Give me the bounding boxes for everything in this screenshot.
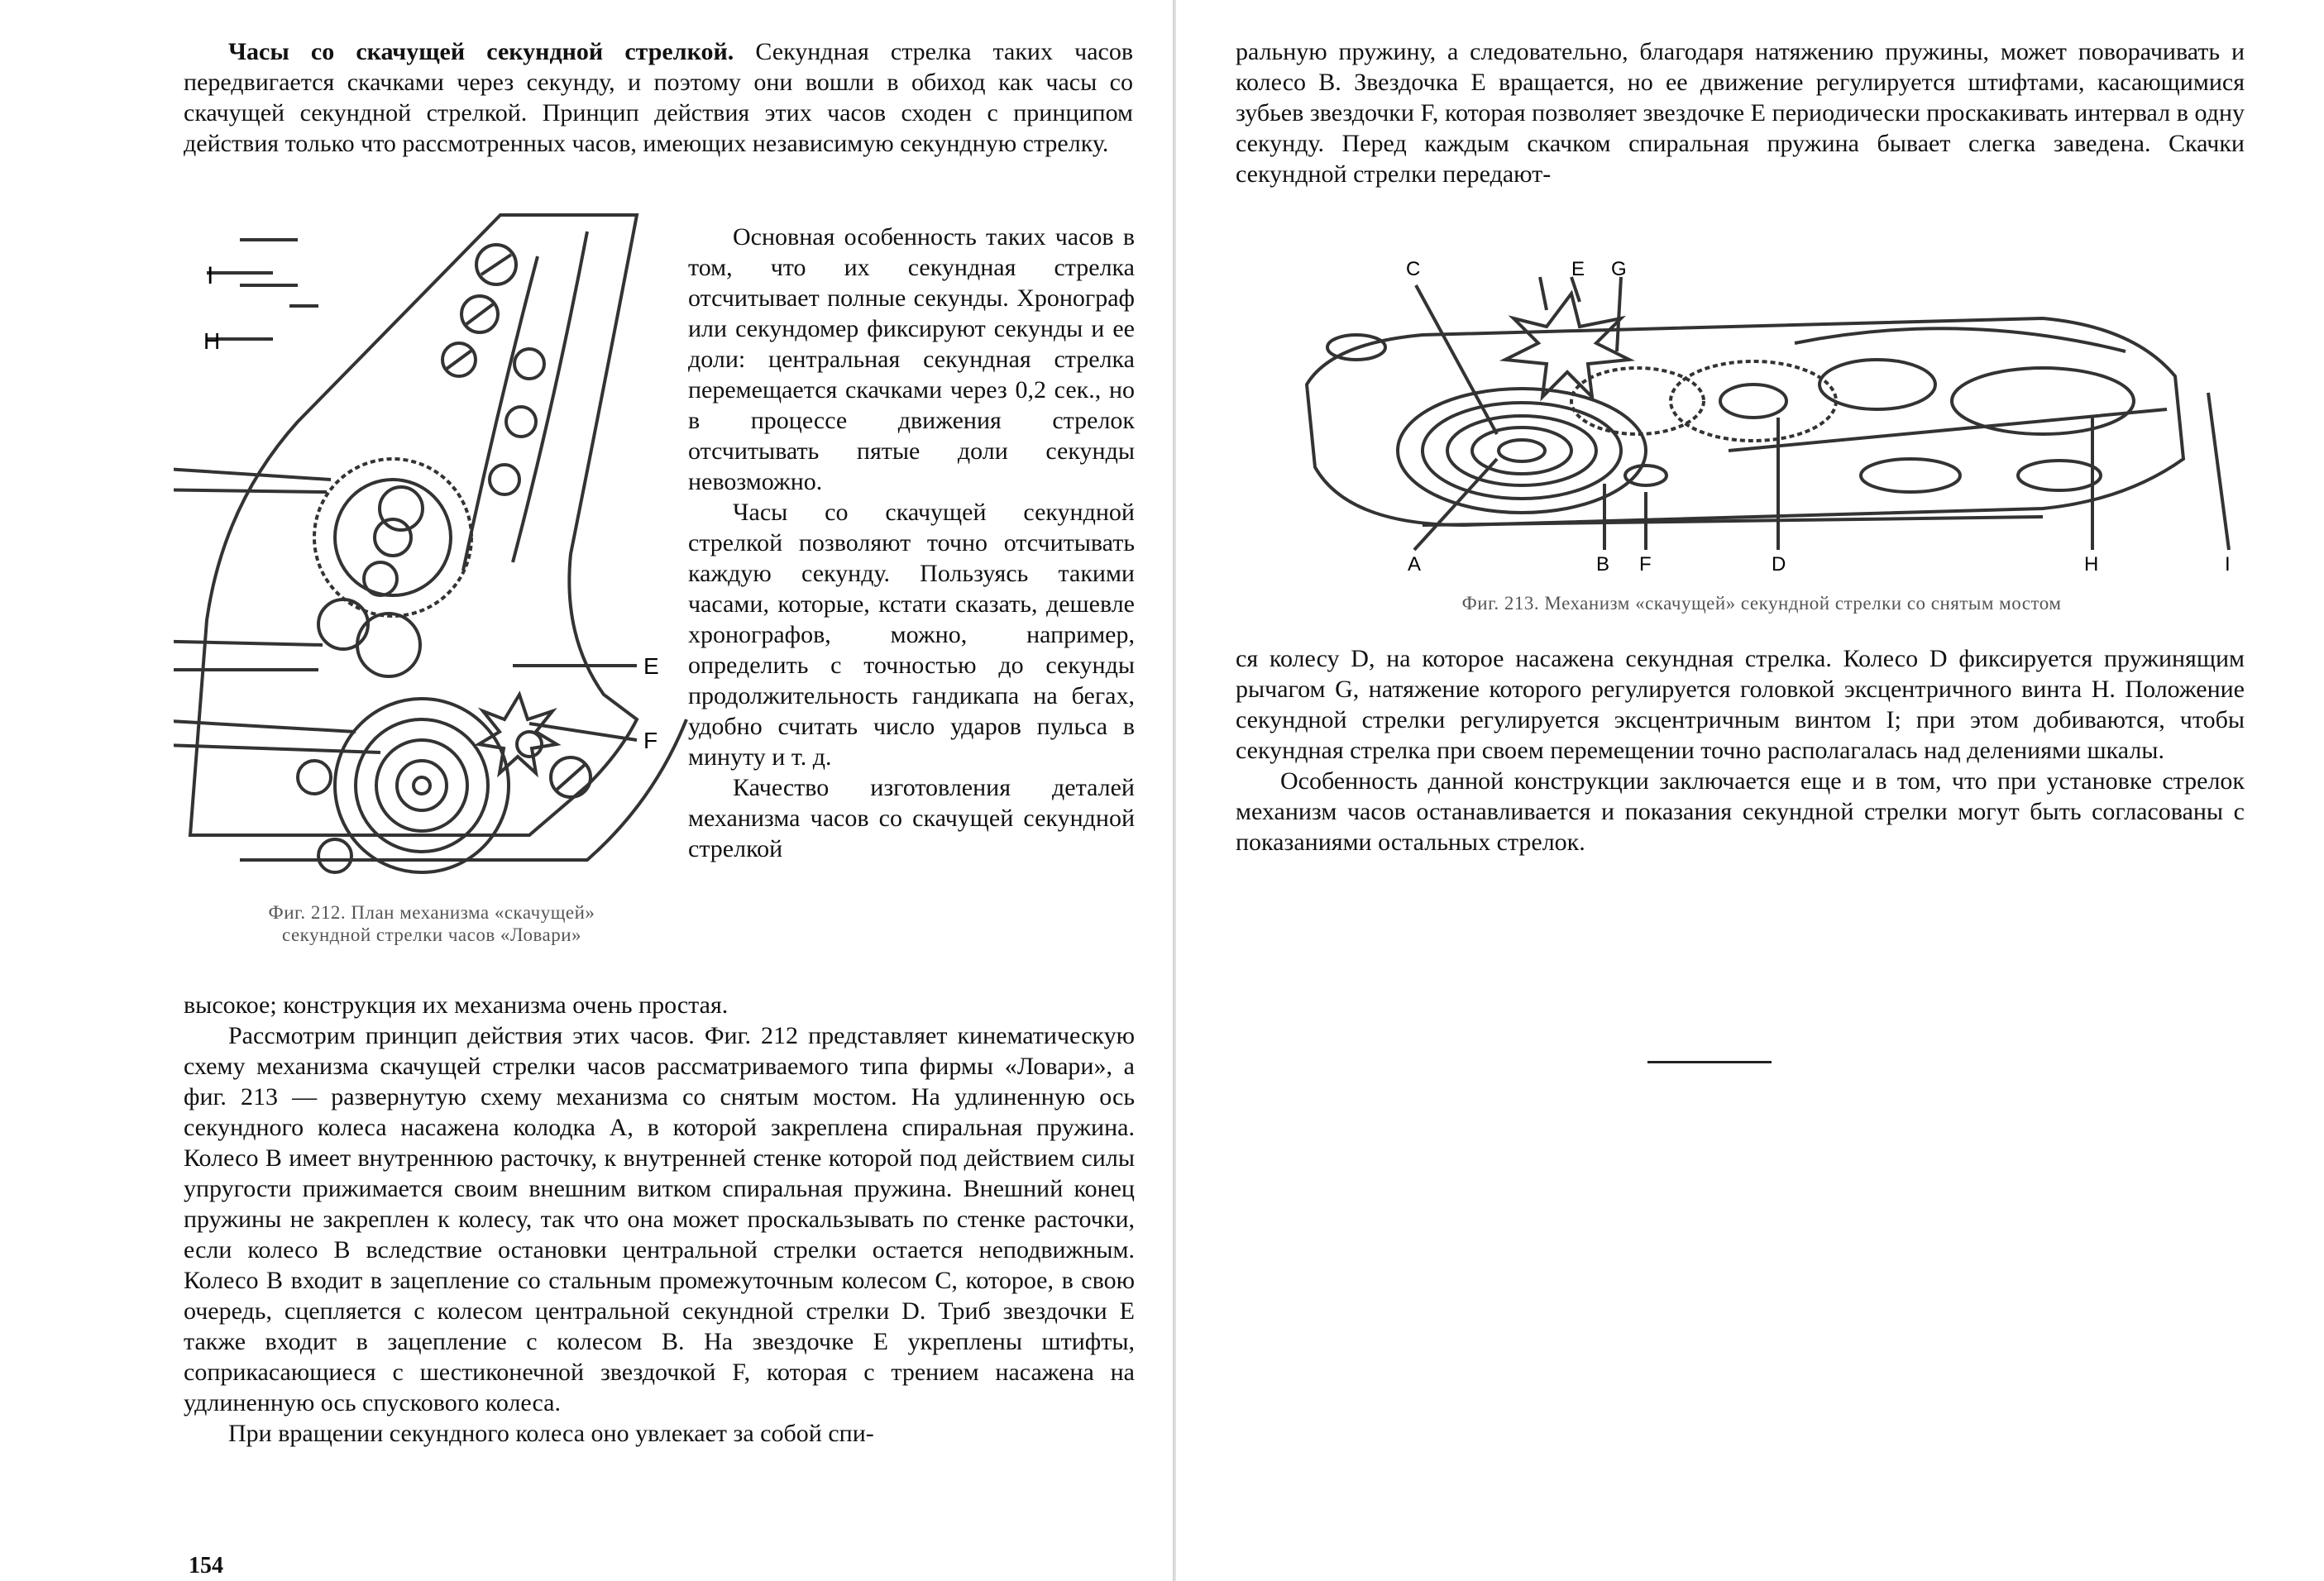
side-paragraph-2: Часы со скачущей секундной стрелкой позволяют точно отсчитывать каждую секунду. Пользуясь такими часами, которые, кстати сказать, дешевле хронографов, можно, например, определить с точностью до секунды продолжительность гандикапа на бегах, удобно считать число ударов пульса в минуту и т. д. (688, 499, 1135, 771)
fig213-label-C: C (1406, 258, 1421, 280)
fig213-label-B: B (1596, 553, 1610, 576)
fig212-label-F: F (643, 728, 658, 753)
fig212-label-H: H (203, 328, 221, 354)
end-rule (1647, 1061, 1772, 1063)
fig213-label-F: F (1639, 553, 1652, 576)
figure-212-mechanism-plan (174, 207, 703, 893)
body-paragraph-5: При вращении секундного колеса оно увлекает за собой спи- (228, 1420, 874, 1447)
fig213-label-E: E (1571, 258, 1585, 280)
intro-paragraph (184, 36, 1133, 159)
fig213-label-A: A (1408, 553, 1422, 576)
side-column (688, 222, 1135, 864)
fig212-label-I: I (207, 262, 214, 289)
right-paragraph-1: ральную пружину, а следовательно, благодаря натяжению пружины, может поворачивать и колесо B. Звездочка E вращается, но ее движение регулируется штифтами, касающимися зубьев звездочки F, которая позволяет звездочке E периодически проскакивать интервал в одну секунду. Перед каждым скачком спиральная пружина бывает слегка заведена. Скачки секундной стрелки передают- (1236, 38, 2245, 188)
right-paragraph-3: Особенность данной конструкции заключается еще и в том, что при установке стрелок механизм часов останавливается и показания секундной стрелки могут быть согласованы с показаниями остальных стрелок. (1236, 767, 2245, 856)
fig213-label-H: H (2084, 553, 2099, 576)
side-paragraph-1: Основная особенность таких часов в том, что их секундная стрелка отсчитывает полные секунды. Хронограф или секундомер фиксируют секунды и ее доли: центральная секундная стрелка перемещается скачками через 0,2 сек., но в процессе движения стрелок отсчитывать пятые доли секунды невозможно. (688, 223, 1135, 495)
section-heading: Часы со скачущей секундной стрелкой. (228, 38, 734, 65)
fig213-label-G: G (1611, 258, 1627, 280)
page-number: 154 (189, 1553, 223, 1579)
figure-212-caption-line1: Фиг. 212. План механизма «скачущей» (268, 902, 595, 923)
right-top-text (1236, 36, 2245, 189)
body-paragraph-4: Рассмотрим принцип действия этих часов. Фиг. 212 представляет кинематическую схему механизма скачущей стрелки часов рассматриваемого типа фирмы «Ловари», а фиг. 213 — развернутую схему механизма со снятым мостом. На удлиненную ось секундного колеса насажена колодка A, в которой закреплена спиральная пружина. Колесо B имеет внутреннюю расточку, к внутренней стенке которой под действием силы упругости прижимается своим внешним витком спиральная пружина. Внешний конец пружины не закреплен к колесу, так что она может проскальзывать по стенке расточки, если колесо B вследствие остановки центральной стрелки остается неподвижным. Колесо B входит в зацепление со стальным промежуточным колесом C, которое, в свою очередь, сцепляется с колесом центральной секундной стрелки D. Триб звездочки E также входит в зацепление с колесом B. На звездочке E укреплены штифты, соприкасающиеся с шестиконечной звездочкой F, которая с трением насажена на удлиненную ось спускового колеса. (184, 1022, 1135, 1416)
fig212-label-E: E (643, 653, 659, 679)
main-body (184, 990, 1135, 1449)
right-body (1236, 643, 2245, 857)
continued-line: высокое; конструкция их механизма очень простая. (184, 991, 729, 1019)
figure-213-caption: Фиг. 213. Механизм «скачущей» секундной стрелки со снятым мостом (1461, 593, 2062, 614)
fig213-label-D: D (1772, 553, 1786, 576)
figure-213-mechanism (1298, 252, 2250, 579)
intro-text: Секундная стрелка таких часов передвигается скачками через секунду, и поэтому они вошли в обиход как часы со скачущей секундной стрелкой. Принцип действия этих часов сходен с принципом действия только что рассмотренных часов, имеющих независимую секундную стрелку. (184, 38, 1133, 157)
right-page (1191, 0, 2324, 1581)
fig213-label-I: I (2225, 553, 2231, 576)
side-paragraph-3: Качество изготовления деталей механизма часов со скачущей секундной стрелкой (688, 774, 1135, 862)
figure-212-caption (184, 901, 680, 946)
right-paragraph-2: ся колесу D, на которое насажена секундная стрелка. Колесо D фиксируется пружинящим рычагом G, натяжение которого регулируется головкой эксцентричного винта H. Положение секундной стрелки регулируется эксцентричным винтом I; при этом добиваются, чтобы секундная стрелка при своем перемещении точно располагалась над делениями шкалы. (1236, 645, 2245, 764)
figure-212-caption-line2: секундной стрелки часов «Ловари» (281, 924, 582, 945)
